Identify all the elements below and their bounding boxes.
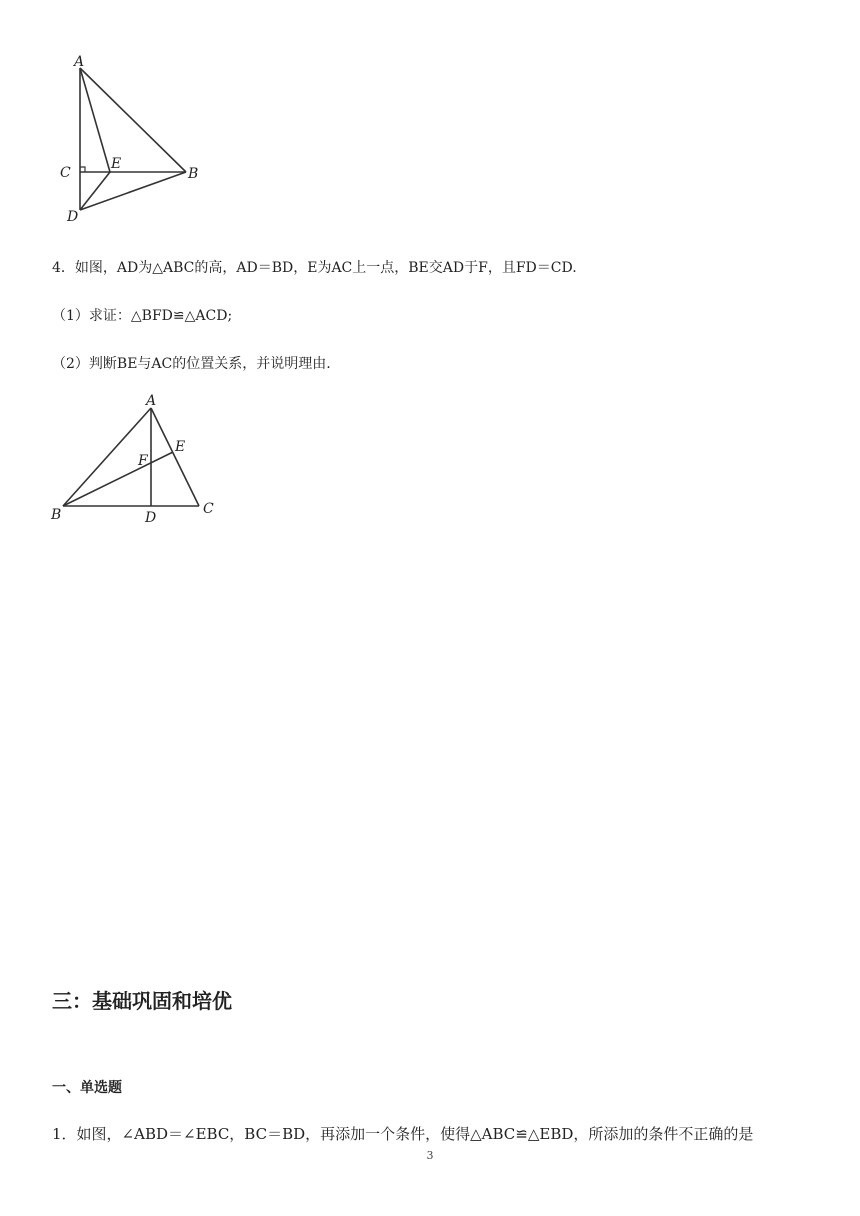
label-E: E xyxy=(175,439,186,455)
question-1-text: 1．如图，∠ABD＝∠EBC，BC＝BD，再添加一个条件，使得△ABC≌△EBD，所添加的条件不正确的是 xyxy=(52,1125,754,1143)
figure-1-triangle xyxy=(50,50,220,230)
problem-4-stem: 4．如图，AD为△ABC的高，AD＝BD，E为AC上一点，BE交AD于F，且FD＝CD. xyxy=(52,260,577,276)
figure-2-svg xyxy=(45,388,225,528)
subsection-title: 一、单选题 xyxy=(52,1080,122,1096)
label-A: A xyxy=(146,393,157,409)
segment-AB xyxy=(80,68,186,172)
label-E: E xyxy=(111,156,122,172)
segment-AC xyxy=(151,408,199,506)
figure-1-svg xyxy=(50,50,220,230)
problem-4-part-2: （2）判断BE与AC的位置关系，并说明理由. xyxy=(52,356,331,372)
figure-2-triangle xyxy=(45,388,225,528)
label-B: B xyxy=(51,507,62,523)
label-F: F xyxy=(138,453,148,469)
label-B: B xyxy=(188,166,199,182)
section-title: 三：基础巩固和培优 xyxy=(52,989,232,1013)
label-D: D xyxy=(145,510,157,526)
segment-BE xyxy=(63,452,173,506)
page-number: 3 xyxy=(426,1149,434,1162)
label-C: C xyxy=(203,501,214,517)
label-D: D xyxy=(67,209,79,225)
label-A: A xyxy=(74,54,85,70)
label-C: C xyxy=(60,165,71,181)
problem-4-part-1: （1）求证：△BFD≌△ACD; xyxy=(52,308,233,324)
